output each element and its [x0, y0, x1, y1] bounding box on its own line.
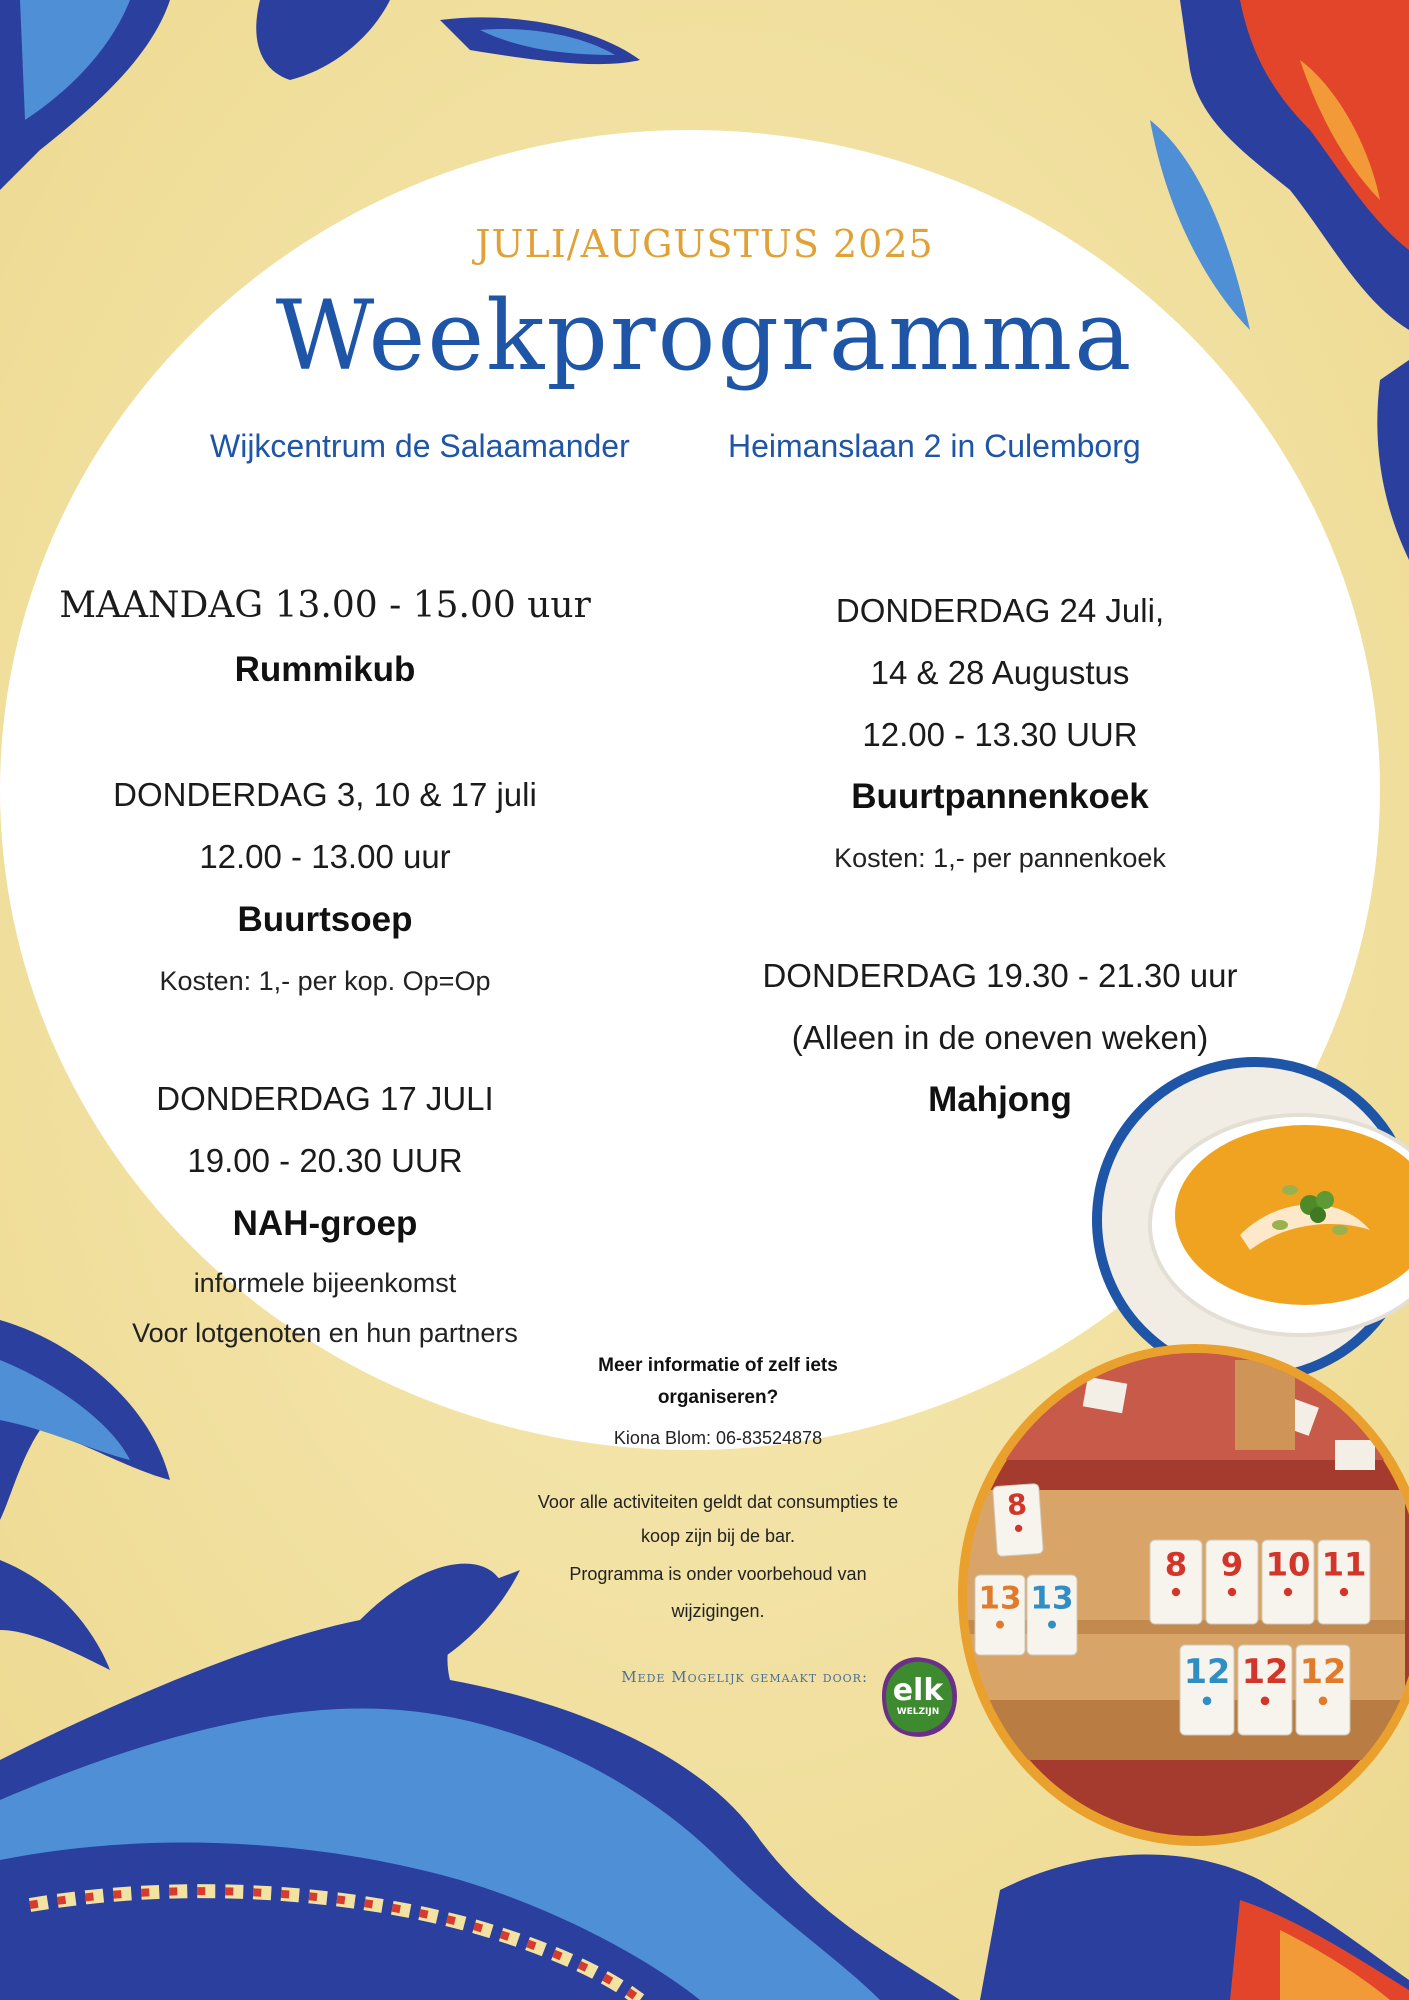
info-heading: Meer informatie of zelf iets	[598, 1355, 838, 1376]
svg-text:10: 10	[1265, 1545, 1311, 1584]
info-line-4: wijzigingen.	[671, 1601, 765, 1621]
rummikub-tile	[1027, 1575, 1077, 1655]
soup-days: DONDERDAG 3, 10 & 17 juli	[113, 776, 537, 813]
monday-activity: Rummikub	[234, 650, 416, 689]
soup-time: 12.00 - 13.00 uur	[199, 838, 451, 875]
venue-name: Wijkcentrum de Salaamander	[210, 428, 630, 464]
pancake-cost: Kosten: 1,- per pannenkoek	[834, 843, 1166, 873]
nah-note: informele bijeenkomst	[193, 1268, 457, 1298]
svg-text:13: 13	[978, 1580, 1022, 1617]
info-line-1: Voor alle activiteiten geldt dat consumpties te	[537, 1492, 899, 1512]
rummikub-tile	[1180, 1645, 1234, 1735]
nah-audience: Voor lotgenoten en hun partners	[132, 1318, 518, 1348]
rummikub-tile	[1150, 1540, 1202, 1624]
svg-text:8: 8	[1005, 1487, 1028, 1523]
rummikub-tile	[1262, 1540, 1314, 1624]
elk-welzijn-logo	[872, 1650, 964, 1742]
pancake-days-2: 14 & 28 Augustus	[870, 654, 1130, 691]
info-line-2: koop zijn bij de bar.	[640, 1526, 796, 1546]
nah-activity: NAH-groep	[232, 1204, 418, 1243]
sponsor-credit: Mede Mogelijk gemaakt door:	[621, 1668, 868, 1686]
monday-time: MAANDAG 13.00 - 15.00 uur	[59, 585, 591, 626]
rummikub-tile	[1318, 1540, 1370, 1624]
period-subtitle: JULI/AUGUSTUS 2025	[475, 222, 934, 266]
pancake-time: 12.00 - 13.30 UUR	[862, 716, 1138, 753]
contact-info: Kiona Blom: 06-83524878	[613, 1428, 823, 1448]
pancake-days: DONDERDAG 24 Juli,	[835, 592, 1165, 629]
svg-text:12: 12	[1183, 1651, 1231, 1691]
pancake-activity: Buurtpannenkoek	[851, 777, 1149, 816]
svg-text:13: 13	[1030, 1580, 1074, 1617]
soup-activity: Buurtsoep	[237, 900, 413, 939]
rummikub-tile	[993, 1483, 1044, 1556]
mahjong-activity: Mahjong	[928, 1080, 1072, 1119]
mahjong-note: (Alleen in de oneven weken)	[791, 1019, 1209, 1056]
svg-text:WELZIJN: WELZIJN	[896, 1707, 940, 1717]
rummikub-photo	[955, 1340, 1409, 1850]
svg-text:8: 8	[1164, 1545, 1188, 1584]
svg-text:11: 11	[1321, 1545, 1367, 1584]
nah-time: 19.00 - 20.30 UUR	[187, 1142, 463, 1179]
venue-address: Heimanslaan 2 in Culemborg	[728, 428, 1141, 464]
nah-date: DONDERDAG 17 JULI	[156, 1080, 494, 1117]
mahjong-time: DONDERDAG 19.30 - 21.30 uur	[762, 957, 1238, 994]
rummikub-tile	[1206, 1540, 1258, 1624]
info-heading-2: organiseren?	[657, 1387, 779, 1408]
rummikub-tile	[975, 1575, 1025, 1655]
svg-text:elk: elk	[892, 1673, 944, 1708]
page-title: Weekprogramma	[275, 280, 1134, 392]
info-line-3: Programma is onder voorbehoud van	[569, 1564, 867, 1584]
svg-text:12: 12	[1299, 1651, 1347, 1691]
rummikub-tile	[1238, 1645, 1292, 1735]
svg-text:12: 12	[1241, 1651, 1289, 1691]
svg-text:9: 9	[1220, 1545, 1244, 1584]
soup-cost: Kosten: 1,- per kop. Op=Op	[159, 966, 491, 996]
rummikub-tile	[1296, 1645, 1350, 1735]
